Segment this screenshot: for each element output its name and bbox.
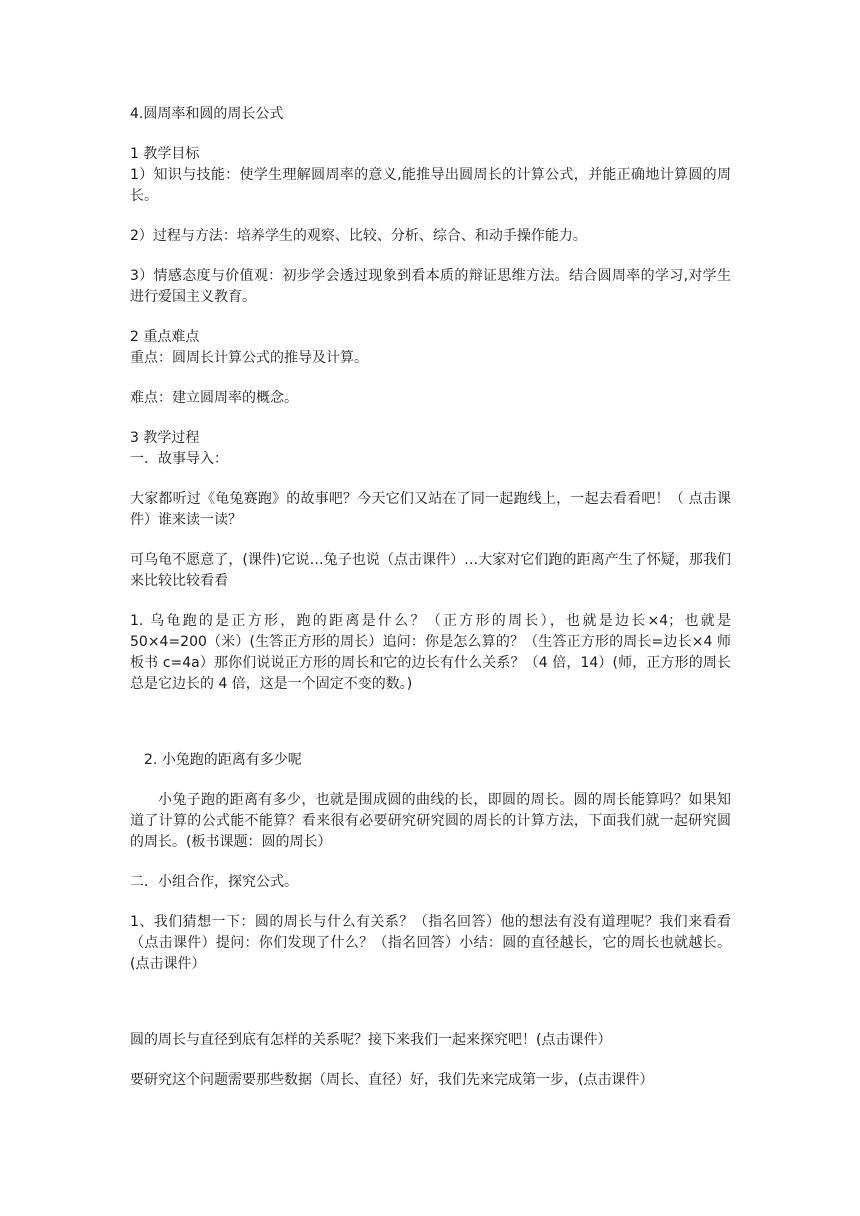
paragraph-guess: 1、我们猜想一下：圆的周长与什么有关系？（指名回答）他的想法有没有道理呢？我们来看看（点击课件）提问：你们发现了什么？（指名回答）小结：圆的直径越长，它的周长也就越长。(点击课件） [130,914,731,972]
paragraph-relation: 圆的周长与直径到底有怎样的关系呢？接下来我们一起来探究吧！(点击课件） [130,1032,612,1048]
section-heading-process: 3 教学过程 [130,430,200,446]
document-page [130,104,731,1091]
paragraph-square-perimeter: 1. 乌龟跑的是正方形，跑的距离是什么？（正方形的周长），也就是边长×4；也就是 50×4=200（米）(生答正方形的周长）追问：你是怎么算的？（生答正方形的周长=边长×4 师板书 c=4a）那你们说说正方形的周长和它的边长有什么关系？（4 倍，14）(师，正方形的周长总是它边长的 4 倍，这是一个固定不变的数。) [130,613,731,692]
paragraph-process-method: 2）过程与方法：培养学生的观察、比较、分析、综合、和动手操作能力。 [130,228,587,244]
paragraph-knowledge-skills: 1）知识与技能：使学生理解圆周率的意义,能推导出圆周长的计算公式，并能正确地计算圆的周长。 [130,167,731,204]
section-heading-key-points: 2 重点难点 [130,329,200,345]
subheading-story-intro: 一．故事导入： [130,451,228,467]
paragraph-data-needed: 要研究这个问题需要那些数据（周长、直径）好，我们先来完成第一步，(点击课件） [130,1072,654,1088]
paragraph-attitude-values: 3）情感态度与价值观：初步学会透过现象到看本质的辩证思维方法。结合圆周率的学习,对学生进行爱国主义教育。 [130,268,731,305]
paragraph-key-point: 重点：圆周长计算公式的推导及计算。 [130,350,368,366]
paragraph-difficulty: 难点：建立圆周率的概念。 [130,390,298,406]
subheading-group-work: 二．小组合作，探究公式。 [130,874,298,890]
paragraph-circle-circumference: 小兔子跑的距离有多少，也就是围成圆的曲线的长，即圆的周长。圆的周长能算吗？如果知道了计算的公式能不能算？看来很有必要研究研究圆的周长的计算方法，下面我们就一起研究圆的周长。(板书课题：圆的周长） [130,792,731,850]
document-title: 4.圆周率和圆的周长公式 [130,106,284,122]
paragraph-story: 大家都听过《龟兔赛跑》的故事吧？今天它们又站在了同一起跑线上，一起去看看吧！（ 点击课件）谁来读一读？ [130,491,731,528]
list-item-rabbit-distance: 2. 小兔跑的距离有多少呢 [144,752,302,768]
section-heading-objectives: 1 教学目标 [130,146,200,162]
paragraph-tortoise-rabbit: 可乌龟不愿意了，(课件)它说…兔子也说（点击课件）…大家对它们跑的距离产生了怀疑，那我们来比较比较看看 [130,552,731,589]
